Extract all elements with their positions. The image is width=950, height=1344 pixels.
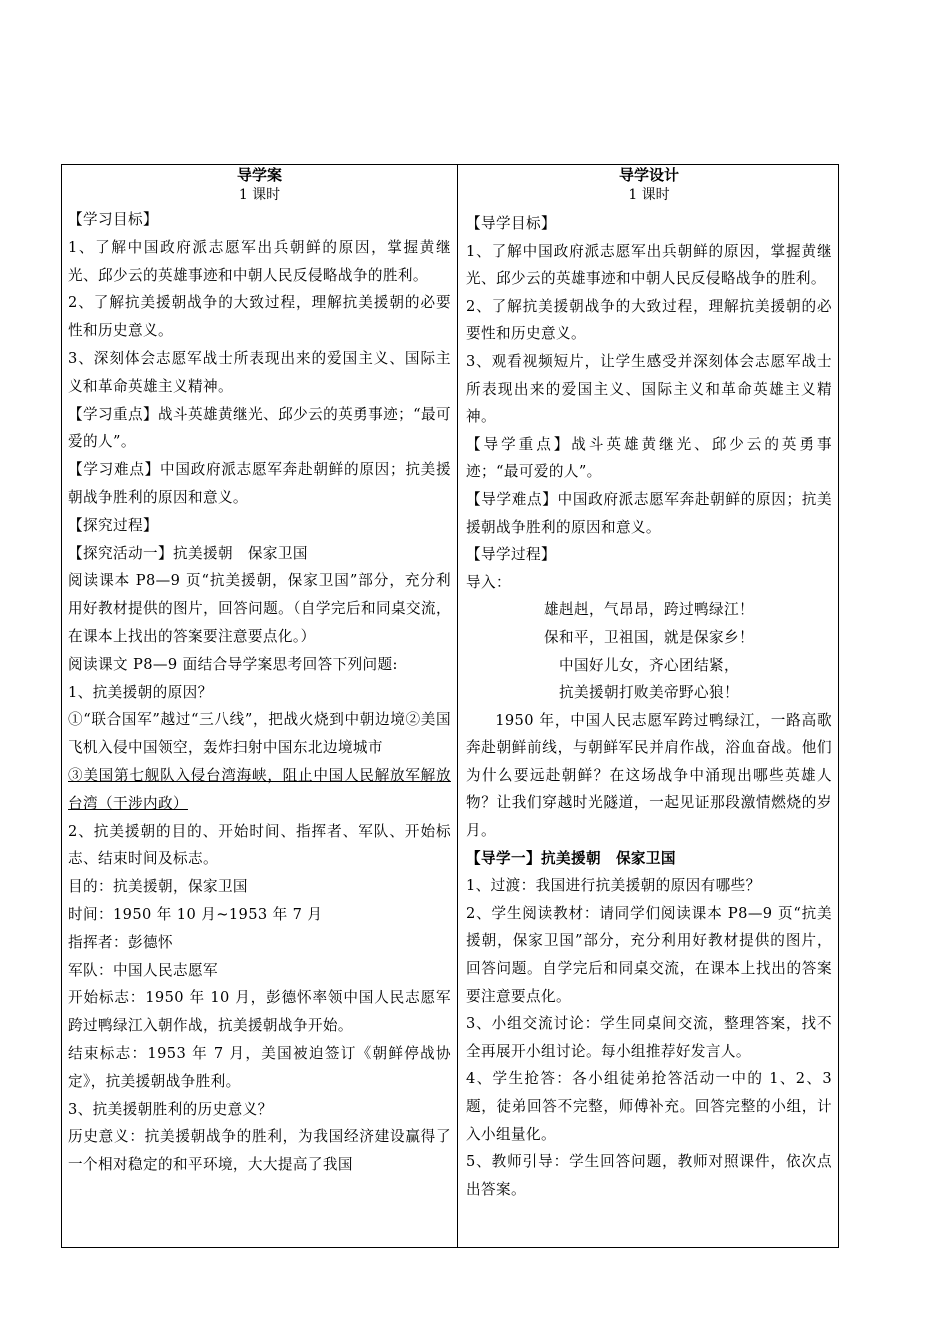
- question-1: 1、抗美援朝的原因？: [68, 683, 213, 701]
- answer-time: 时间：1950 年 10 月~1953 年 7 月: [68, 905, 323, 923]
- study-guide-column: [62, 165, 458, 1247]
- guide-step-2: 2、学生阅读教材：请同学们阅读课本 P8—9 页“抗美援朝，保家卫国”部分，充分利用好教材提供的图片，回答问题。自学完后和同桌交流，在课本上找出的答案要注意要点化。: [466, 904, 832, 1005]
- inquiry-activity-1: 【探究活动一】抗美援朝 保家卫国: [68, 544, 308, 562]
- answer-1-part-b: ③美国第七舰队入侵台湾海峡，阻止中国人民解放军解放台湾（干涉内政）: [68, 766, 451, 812]
- guide-goal-2: 2、了解抗美援朝战争的大致过程，理解抗美援朝的必要性和历史意义。: [466, 297, 832, 343]
- question-2: 2、抗美援朝的目的、开始时间、指挥者、军队、开始标志、结束时间及标志。: [68, 822, 451, 868]
- difficult-points: 【学习难点】中国政府派志愿军奔赴朝鲜的原因；抗美援朝战争胜利的原因和意义。: [68, 461, 451, 506]
- guide-goal-1: 1、了解中国政府派志愿军出兵朝鲜的原因，掌握黄继光、邱少云的英雄事迹和中朝人民反侵略战争的胜利。: [466, 242, 832, 288]
- learning-goals-heading: 【学习目标】: [68, 211, 158, 228]
- right-column-period: 1 课时: [628, 187, 670, 203]
- guide-key-points: 【导学重点】战斗英雄黄继光、邱少云的英勇事迹；“最可爱的人”。: [466, 435, 832, 481]
- goal-1: 1、了解中国政府派志愿军出兵朝鲜的原因，掌握黄继光、邱少云的英雄事迹和中朝人民反侵略战争的胜利。: [68, 238, 451, 284]
- reading-question-prompt: 阅读课文 P8—9 面结合导学案思考回答下列问题:: [68, 655, 398, 673]
- guide-step-3: 3、小组交流讨论：学生同桌间交流，整理答案，找不全再展开小组讨论。每小组推荐好发言人。: [466, 1015, 832, 1060]
- reading-instruction: 阅读课本 P8—9 页“抗美援朝，保家卫国”部分，充分利用好教材提供的图片，回答问题。（自学完后和同桌交流，在课本上找出的答案要注意要点化。）: [68, 572, 451, 645]
- goal-3: 3、深刻体会志愿军战士所表现出来的爱国主义、国际主义和革命英雄主义精神。: [68, 349, 451, 395]
- guide-goal-3: 3、观看视频短片，让学生感受并深刻体会志愿军战士所表现出来的爱国主义、国际主义和革命英雄主义精神。: [466, 352, 832, 426]
- song-line-1: 雄赳赳，气昂昂，跨过鸭绿江！: [544, 601, 754, 619]
- key-points: 【学习重点】战斗英雄黄继光、邱少云的英勇事迹；“最可爱的人”。: [68, 405, 451, 451]
- answer-start: 开始标志：1950 年 10 月，彭德怀率领中国人民志愿军跨过鸭绿江入朝作战，抗美援朝战争开始。: [68, 989, 451, 1035]
- guide-difficult-points: 【导学难点】中国政府派志愿军奔赴朝鲜的原因；抗美援朝战争胜利的原因和意义。: [466, 490, 832, 536]
- answer-commander: 指挥者：彭德怀: [68, 933, 173, 951]
- question-3: 3、抗美援朝胜利的历史意义？: [68, 1100, 273, 1118]
- guide-process-heading: 【导学过程】: [466, 546, 556, 564]
- introduction-paragraph: 1950 年，中国人民志愿军跨过鸭绿江，一路高歌奔赴朝鲜前线，与朝鲜军民并肩作战，浴血奋战。他们为什么要远赴朝鲜？在这场战争中涌现出哪些英雄人物？让我们穿越时光隧道，一起见证那段激情燃烧的岁月。: [466, 711, 832, 840]
- guided-design-column: [458, 165, 838, 1247]
- answer-end: 结束标志：1953 年 7 月，美国被迫签订《朝鲜停战协定》，抗美援朝战争胜利。: [68, 1044, 451, 1090]
- guide-goals-heading: 【导学目标】: [466, 215, 556, 232]
- answer-army: 军队：中国人民志愿军: [68, 961, 218, 979]
- introduction-label: 导入：: [466, 573, 511, 591]
- answer-significance: 历史意义：抗美援朝战争的胜利，为我国经济建设赢得了一个相对稳定的和平环境，大大提高了我国: [68, 1128, 451, 1174]
- left-column-period: 1 课时: [238, 187, 281, 203]
- guide-section-1-heading: 【导学一】抗美援朝 保家卫国: [466, 849, 676, 867]
- guide-step-4: 4、学生抢答：各小组徒弟抢答活动一中的 1、2、3 题，徒弟回答不完整，师傅补充。回答完整的小组，计入小组量化。: [466, 1070, 832, 1143]
- guide-step-1: 1、过渡：我国进行抗美援朝的原因有哪些？: [466, 877, 761, 895]
- lesson-plan-table: [61, 164, 839, 1248]
- guide-step-5: 5、教师引导：学生回答问题，教师对照课件，依次点出答案。: [466, 1153, 832, 1198]
- right-column-title: 导学设计: [618, 166, 679, 184]
- answer-1-part-a: ①“联合国军”越过“三八线”，把战火烧到中朝边境②美国飞机入侵中国领空，轰炸扫射中国东北边境城市: [68, 711, 451, 757]
- goal-2: 2、了解抗美援朝战争的大致过程，理解抗美援朝的必要性和历史意义。: [68, 294, 451, 340]
- inquiry-heading: 【探究过程】: [68, 516, 158, 534]
- song-line-4: 抗美援朝打败美帝野心狼！: [559, 684, 739, 702]
- answer-purpose: 目的：抗美援朝，保家卫国: [68, 878, 248, 896]
- song-line-3: 中国好儿女，齐心团结紧，: [559, 656, 739, 674]
- song-line-2: 保和平，卫祖国，就是保家乡！: [544, 628, 754, 646]
- left-column-title: 导学案: [236, 166, 282, 184]
